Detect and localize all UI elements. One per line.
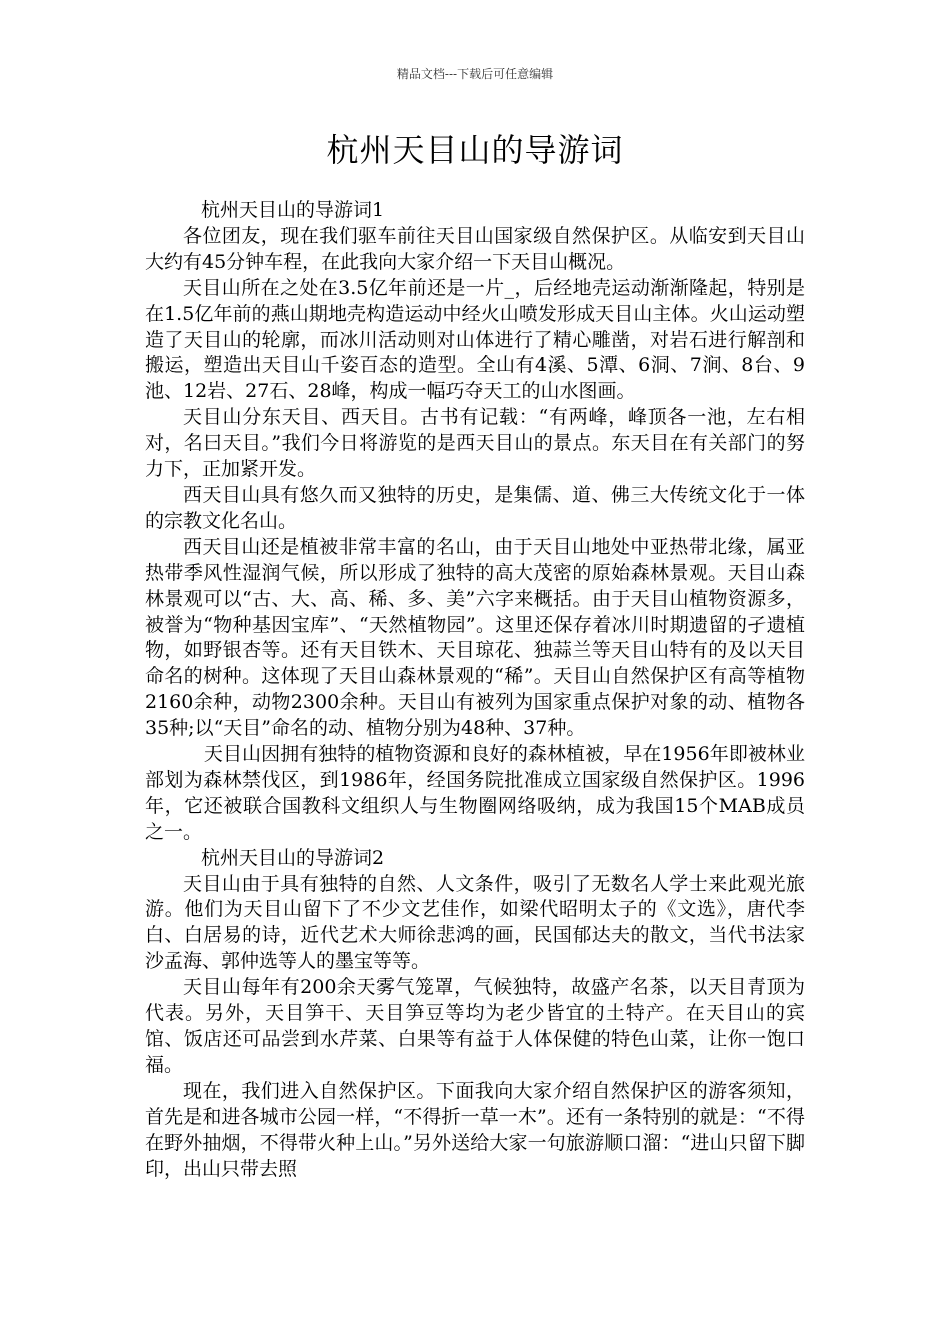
paragraph-intro: 各位团友，现在我们驱车前往天目山国家级自然保护区。从临安到天目山大约有45分钟车程，在此我向大家介绍一下天目山概况。 [145,224,805,273]
paragraph-reserve: 天目山因拥有独特的植物资源和良好的森林植被，早在1956年即被林业部划为森林禁伐区，到1986年，经国务院批准成立国家级自然保护区。1996年，它还被联合国教科文组织人与生物圈网络吸纳，成为我国15个MAB成员之一。 [145,743,805,843]
paragraph-visitor-rules: 现在，我们进入自然保护区。下面我向大家介绍自然保护区的游客须知，首先是和进各城市公园一样，“不得折一草一木”。还有一条特别的就是：“不得在野外抽烟，不得带火种上山。”另外送给大家一句旅游顺口溜：“进山只留下脚印，出山只带去照 [145,1079,805,1180]
header-watermark: 精品文档---下载后可任意编辑 [396,67,554,81]
paragraph-history: 西天目山具有悠久而又独特的历史，是集儒、道、佛三大传统文化于一体的宗教文化名山。 [145,483,805,532]
document-body [145,198,805,1182]
paragraph-east-west: 天目山分东天目、西天目。古书有记载：“有两峰，峰顶各一池，左右相对，名曰天目。”我们今日将游览的是西天目山的景点。东天目在有关部门的努力下，正加紧开发。 [145,406,805,481]
section-heading-1: 杭州天目山的导游词1 [201,199,385,221]
document-title: 杭州天目山的导游词 [326,131,624,169]
paragraph-culture: 天目山由于具有独特的自然、人文条件，吸引了无数名人学士来此观光旅游。他们为天目山留下了不少文艺佳作，如梁代昭明太子的《文选》，唐代李白、白居易的诗，近代艺术大师徐悲鸿的画，民国郁达夫的散文，当代书法家沙孟海、郭仲选等人的墨宝等等。 [145,872,805,973]
paragraph-products: 天目山每年有200余天雾气笼罩，气候独特，故盛产名茶，以天目青顶为代表。另外，天目笋干、天目笋豆等均为老少皆宜的土特产。在天目山的宾馆、饭店还可品尝到水芹菜、白果等有益于人体保健的特色山菜，让你一饱口福。 [145,976,805,1076]
paragraph-vegetation: 西天目山还是植被非常丰富的名山，由于天目山地处中亚热带北缘，属亚热带季风性湿润气候，所以形成了独特的高大茂密的原始森林景观。天目山森林景观可以“古、大、高、稀、多、美”六字来概括。由于天目山植物资源多，被誉为“物种基因宝库”、“天然植物园”。这里还保存着冰川时期遗留的孑遗植物，如野银杏等。还有天目铁木、天目琼花、独蒜兰等天目山特有的及以天目命名的树种。这体现了天目山森林景观的“稀”。天目山自然保护区有高等植物2160余种，动物2300余种。天目山有被列为国家重点保护对象的动、植物各35种;以“天目”命名的动、植物分别为48种、37种。 [145,535,805,740]
section-heading-2: 杭州天目山的导游词2 [201,846,385,869]
paragraph-geology: 天目山所在之处在3.5亿年前还是一片_，后经地壳运动渐渐隆起，特别是在1.5亿年前的燕山期地壳构造运动中经火山喷发形成天目山主体。火山运动塑造了天目山的轮廓，而冰川活动则对山体进行了精心雕凿，对岩石进行解剖和搬运，塑造出天目山千姿百态的造型。全山有4溪、5潭、6洞、7涧、8台、9池、12岩、27石、28峰，构成一幅巧夺天工的山水图画。 [145,276,805,403]
